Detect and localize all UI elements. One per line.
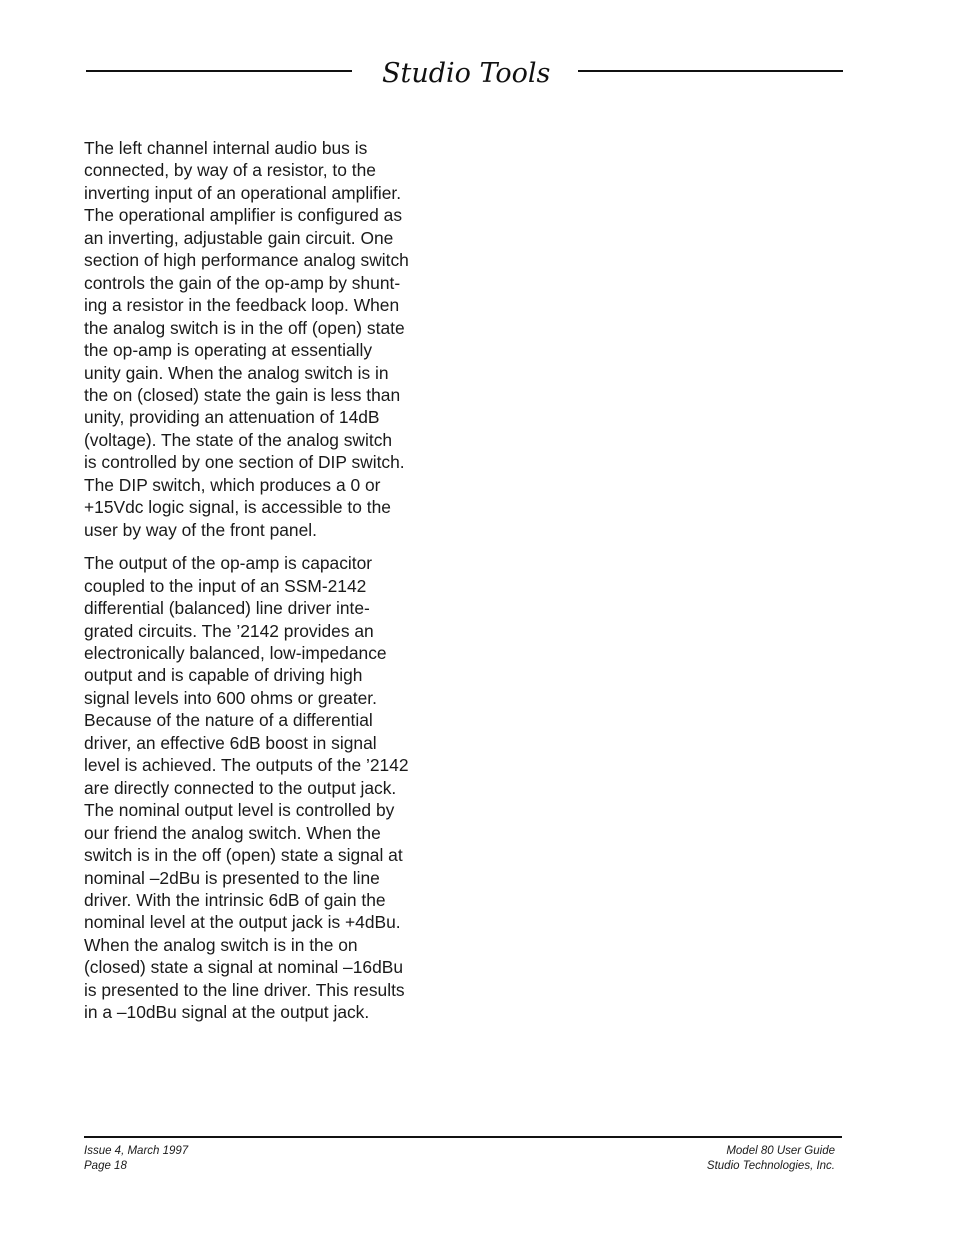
body-text bbox=[84, 137, 444, 1035]
footer-company: Studio Technologies, Inc. bbox=[706, 1160, 835, 1172]
header-rule-right bbox=[578, 70, 843, 72]
studio-tools-logo bbox=[378, 50, 554, 96]
footer-right bbox=[707, 1144, 835, 1174]
footer-issue: Issue 4, March 1997 bbox=[84, 1145, 189, 1157]
paragraph-left-channel-bus: The left channel internal audio bus is connected, by way of a resistor, to the inverting input of an operational amplifier. The operational amplifier is configured as an inverting, adjustable gain circuit. One section of high performance analog switch controls the gain of the op-amp by shunt- ing a resistor in the feedback loop. When the analog switch is in the off (open) state the op-amp is operating at essentially unity gain. When the analog switch is in the on (closed) state the gain is less than unity, providing an attenuation of 14dB (voltage). The state of the analog switch is controlled by one section of DIP switch. The DIP switch, which produces a 0 or +15Vdc logic signal, is accessible to the user by way of the front panel. bbox=[84, 138, 409, 540]
footer-guide-title: Model 80 User Guide bbox=[726, 1145, 835, 1157]
header-rule-left bbox=[86, 70, 352, 72]
footer-page-number: Page 18 bbox=[84, 1160, 127, 1172]
footer-left bbox=[84, 1144, 188, 1174]
paragraph-op-amp-output: The output of the op-amp is capacitor coupled to the input of an SSM-2142 differential (balanced) line driver inte- grated circuits. The ’2142 provides an electronically balanced, low-impedance output and is capable of driving high signal levels into 600 ohms or greater. Because of the nature of a differential driver, an effective 6dB boost in signal level is achieved. The outputs of the ’2142 are directly connected to the output jack. The nominal output level is controlled by our friend the analog switch. When the switch is in the off (open) state a signal at nominal –2dBu is presented to the line driver. With the intrinsic 6dB of gain the nominal level at the output jack is +4dBu. When the analog switch is in the on (closed) state a signal at nominal –16dBu is presented to the line driver. This results in a –10dBu signal at the output jack. bbox=[84, 553, 409, 1023]
logo-wordmark: Studio Tools bbox=[382, 58, 551, 89]
footer-rule bbox=[84, 1136, 842, 1138]
